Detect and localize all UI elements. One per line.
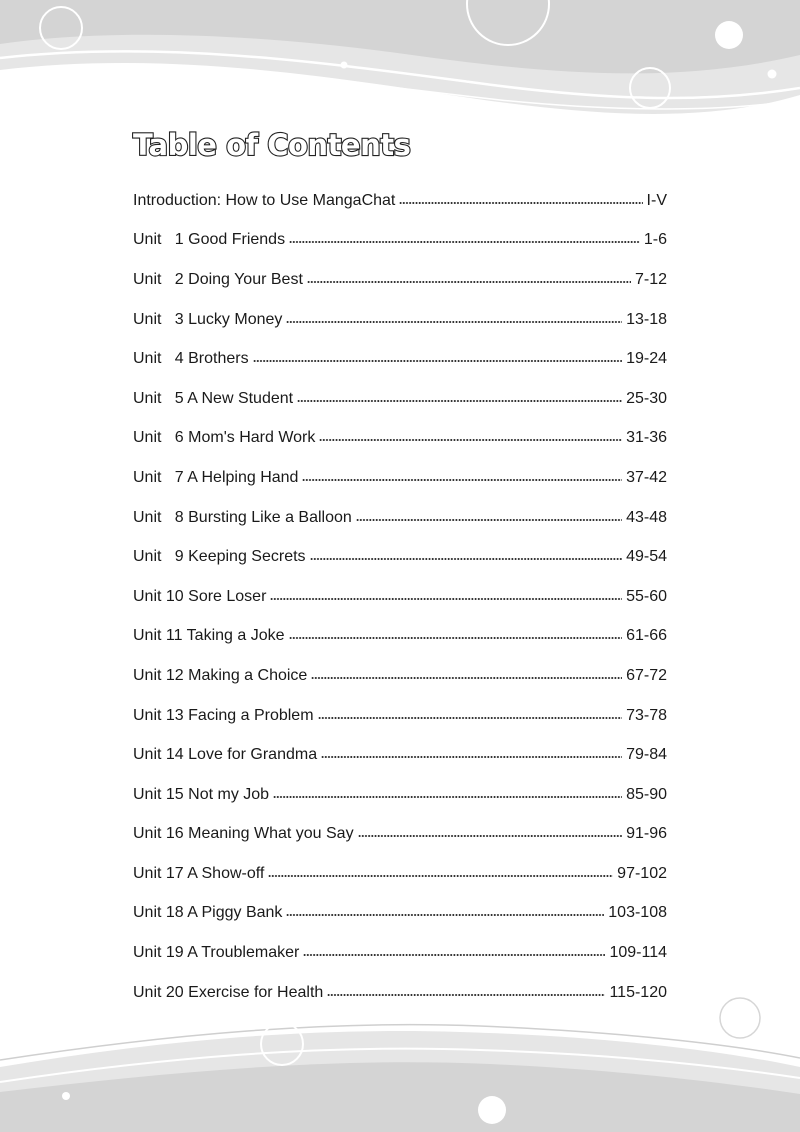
dot-leader bbox=[253, 359, 622, 363]
dot-leader bbox=[289, 240, 640, 244]
top-wave-decoration bbox=[0, 0, 800, 140]
toc-entry-title: Unit 11 Taking a Joke bbox=[133, 627, 285, 645]
bottom-wave-decoration bbox=[0, 992, 800, 1132]
toc-entry-title: Unit 15 Not my Job bbox=[133, 785, 270, 803]
dot-leader bbox=[318, 716, 623, 720]
toc-entry bbox=[133, 735, 667, 775]
dot-leader bbox=[297, 399, 622, 403]
toc-entry-pages: 13-18 bbox=[626, 310, 667, 328]
dot-leader bbox=[356, 518, 622, 522]
toc-entry-title: Unit 7 A Helping Hand bbox=[133, 468, 299, 486]
toc-entry-title: Unit 4 Brothers bbox=[133, 350, 249, 368]
toc-entry bbox=[133, 458, 667, 498]
toc-entry bbox=[133, 656, 667, 696]
toc-entry-title: Unit 5 A New Student bbox=[133, 389, 294, 407]
dot-leader bbox=[319, 438, 622, 442]
toc-entry-title: Unit 19 A Troublemaker bbox=[133, 944, 300, 962]
toc-entry-pages: 25-30 bbox=[626, 389, 667, 407]
toc-entry-title: Unit 10 Sore Loser bbox=[133, 587, 267, 605]
toc-entry bbox=[133, 379, 667, 419]
dot-leader bbox=[303, 953, 605, 957]
dot-leader bbox=[358, 834, 623, 838]
toc-entry bbox=[133, 537, 667, 577]
toc-entry-pages: 103-108 bbox=[608, 904, 667, 922]
toc-entry-title: Unit 20 Exercise for Health bbox=[133, 983, 324, 1001]
dot-leader bbox=[286, 320, 622, 324]
toc-entry bbox=[133, 221, 667, 261]
toc-entry-pages: 73-78 bbox=[626, 706, 667, 724]
dot-leader bbox=[286, 913, 604, 917]
toc-entry-pages: I-V bbox=[646, 191, 667, 209]
toc-entry bbox=[133, 894, 667, 934]
toc-entry-pages: 7-12 bbox=[634, 270, 667, 288]
toc-entry bbox=[133, 339, 667, 379]
toc-entry-title: Unit 13 Facing a Problem bbox=[133, 706, 314, 724]
toc-entry bbox=[133, 933, 667, 973]
toc-entry bbox=[133, 498, 667, 538]
toc-entry-pages: 91-96 bbox=[626, 825, 667, 843]
dot-leader bbox=[307, 280, 631, 284]
toc-entry-title: Unit 8 Bursting Like a Balloon bbox=[133, 508, 352, 526]
toc-entry bbox=[133, 419, 667, 459]
toc-entry bbox=[133, 815, 667, 855]
toc-entry-title: Unit 18 A Piggy Bank bbox=[133, 904, 283, 922]
toc-entry-pages: 1-6 bbox=[643, 231, 667, 249]
toc-entry-title: Unit 3 Lucky Money bbox=[133, 310, 283, 328]
toc-entry bbox=[133, 696, 667, 736]
toc-entry-title: Unit 14 Love for Grandma bbox=[133, 746, 318, 764]
toc-entry-title: Unit 1 Good Friends bbox=[133, 231, 286, 249]
toc-entry bbox=[133, 617, 667, 657]
toc-entry-title: Unit 9 Keeping Secrets bbox=[133, 548, 306, 566]
toc-entry-pages: 43-48 bbox=[626, 508, 667, 526]
toc-entry-pages: 61-66 bbox=[626, 627, 667, 645]
toc-entry-title: Unit 12 Making a Choice bbox=[133, 666, 308, 684]
toc-entry-title: Unit 6 Mom's Hard Work bbox=[133, 429, 316, 447]
toc-entry-pages: 31-36 bbox=[626, 429, 667, 447]
toc-entry-pages: 115-120 bbox=[609, 983, 667, 1001]
dot-leader bbox=[311, 676, 622, 680]
toc-entry bbox=[133, 973, 667, 1013]
toc-entry-pages: 19-24 bbox=[626, 350, 667, 368]
dot-leader bbox=[289, 636, 623, 640]
toc-entry bbox=[133, 577, 667, 617]
toc-entry-pages: 79-84 bbox=[626, 746, 667, 764]
toc-entry-pages: 67-72 bbox=[626, 666, 667, 684]
dot-leader bbox=[310, 557, 623, 561]
page-title: Table of Contents bbox=[133, 128, 411, 162]
toc-entry-title: Introduction: How to Use MangaChat bbox=[133, 191, 396, 209]
toc-entry-pages: 85-90 bbox=[626, 785, 667, 803]
dot-leader bbox=[268, 874, 613, 878]
toc-entry-pages: 49-54 bbox=[626, 548, 667, 566]
toc-entry-pages: 97-102 bbox=[617, 864, 667, 882]
toc-entry bbox=[133, 260, 667, 300]
toc-entry bbox=[133, 775, 667, 815]
dot-leader bbox=[399, 201, 642, 205]
toc-entry-title: Unit 16 Meaning What you Say bbox=[133, 825, 354, 843]
toc-entry-pages: 109-114 bbox=[609, 944, 667, 962]
toc-entry-title: Unit 17 A Show-off bbox=[133, 864, 265, 882]
table-of-contents-list bbox=[133, 181, 667, 1012]
toc-entry bbox=[133, 300, 667, 340]
dot-leader bbox=[327, 993, 605, 997]
toc-entry-pages: 55-60 bbox=[626, 587, 667, 605]
toc-entry bbox=[133, 181, 667, 221]
toc-entry bbox=[133, 854, 667, 894]
toc-entry-title: Unit 2 Doing Your Best bbox=[133, 270, 303, 288]
dot-leader bbox=[270, 597, 622, 601]
dot-leader bbox=[302, 478, 622, 482]
toc-entry-pages: 37-42 bbox=[626, 468, 667, 486]
dot-leader bbox=[321, 755, 622, 759]
dot-leader bbox=[273, 795, 622, 799]
